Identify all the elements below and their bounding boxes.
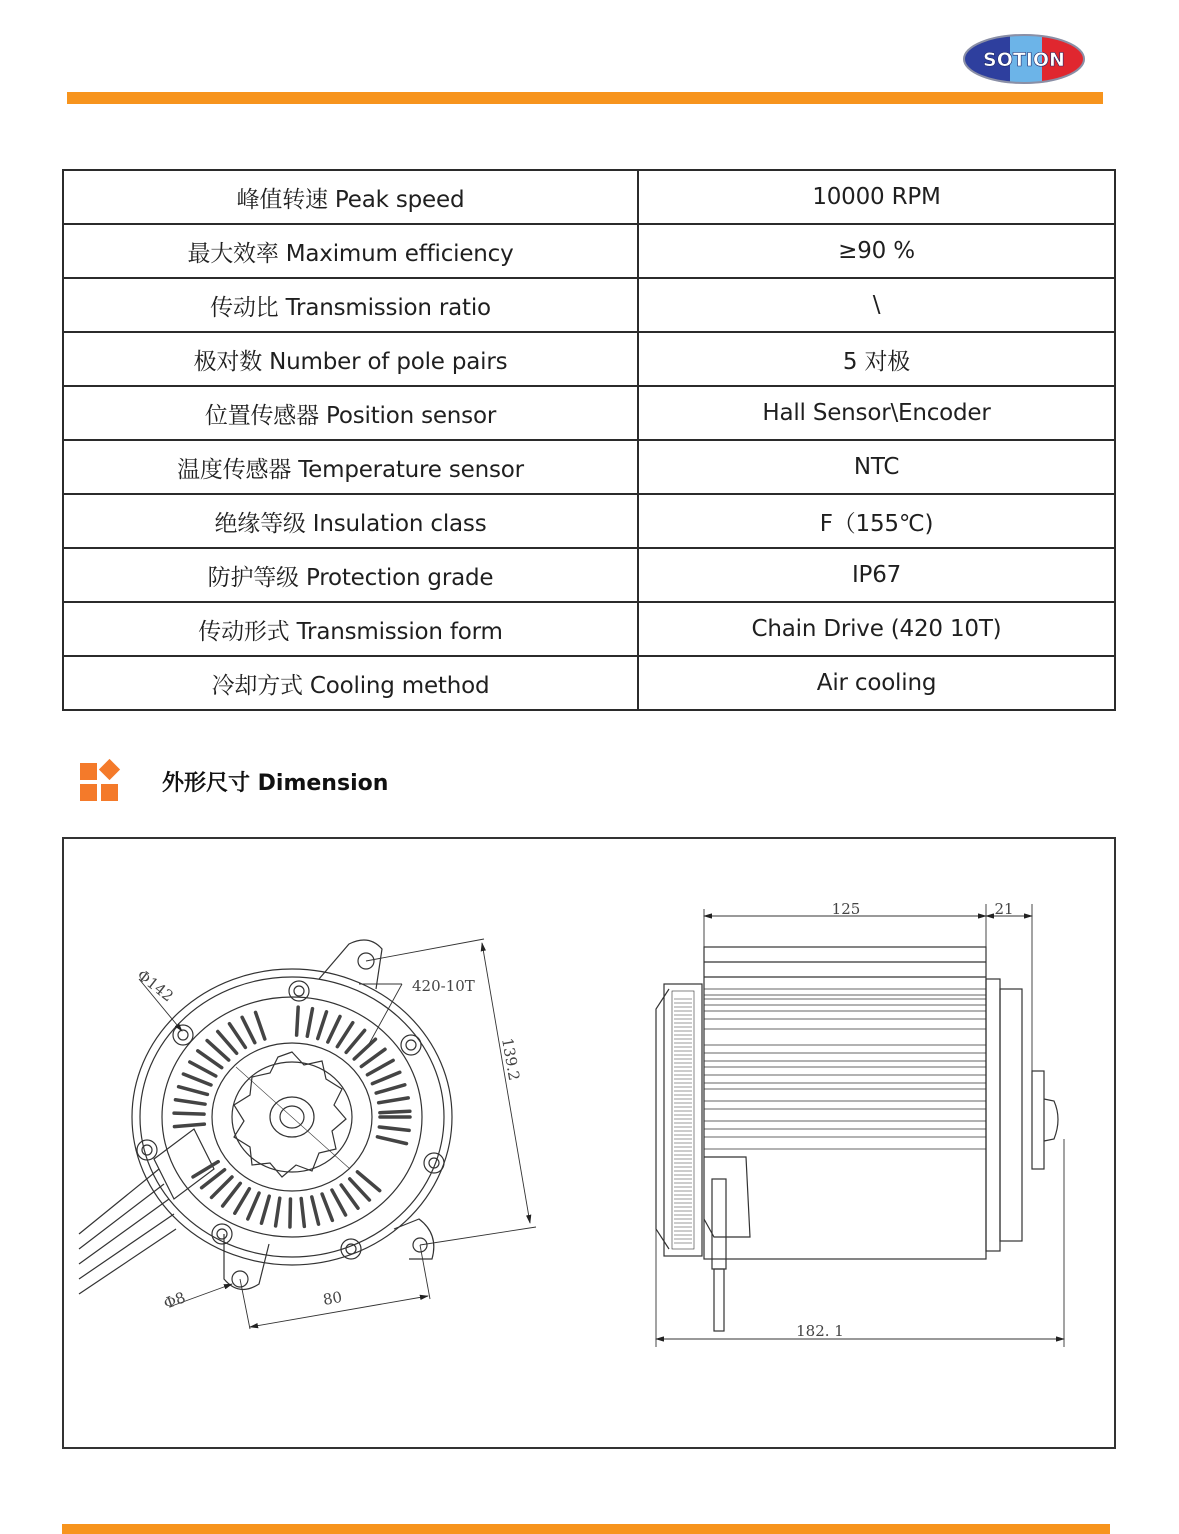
dimension-section-header: [80, 760, 388, 802]
spec-value: ≥90 %: [638, 224, 1115, 278]
spec-row: [63, 332, 1115, 386]
spec-value: \: [638, 278, 1115, 332]
cooling-slot: [229, 1024, 245, 1048]
cooling-slot: [256, 1012, 265, 1039]
spec-row: [63, 386, 1115, 440]
hole-spacing-label: 80: [321, 1287, 344, 1309]
footer-accent-bar: [62, 1524, 1110, 1534]
cooling-slot: [361, 1049, 385, 1066]
cooling-slot: [307, 1009, 312, 1037]
cooling-slot: [223, 1183, 241, 1206]
cooling-slot: [367, 1060, 393, 1074]
cooling-slot: [379, 1127, 409, 1130]
cooling-slot: [322, 1194, 332, 1220]
spec-row: [63, 602, 1115, 656]
cooling-slot: [202, 1170, 225, 1188]
cooling-slot: [350, 1179, 370, 1200]
sprocket-label: 420-10T: [412, 977, 475, 995]
cooling-slot: [332, 1190, 346, 1215]
end-cap-fins: [674, 999, 692, 1243]
dimension-drawing: [62, 837, 1116, 1449]
cooling-slot: [179, 1087, 208, 1095]
side-view: [656, 947, 1058, 1331]
spec-label: 传动形式 Transmission form: [63, 602, 638, 656]
spec-row: [63, 278, 1115, 332]
header-accent-bar: [67, 92, 1103, 104]
cooling-slot: [261, 1196, 269, 1223]
spec-label: 温度传感器 Temperature sensor: [63, 440, 638, 494]
spec-row: [63, 170, 1115, 224]
cooling-slot: [290, 1199, 291, 1227]
spec-value: F（155℃): [638, 494, 1115, 548]
cooling-slot: [301, 1199, 304, 1227]
spec-value: Hall Sensor\Encoder: [638, 386, 1115, 440]
cooling-slot: [207, 1041, 229, 1060]
cooling-slot: [354, 1039, 375, 1059]
shaft-length-label: 21: [994, 900, 1014, 918]
spec-row: [63, 548, 1115, 602]
spec-value: IP67: [638, 548, 1115, 602]
cooling-slot: [276, 1198, 280, 1226]
spec-label: 冷却方式 Cooling method: [63, 656, 638, 710]
spec-table: [62, 169, 1116, 711]
body-fins: [704, 989, 986, 1149]
spec-value: Air cooling: [638, 656, 1115, 710]
cooling-slot: [183, 1074, 211, 1085]
cooling-slot: [357, 1172, 379, 1191]
cooling-slot: [377, 1137, 406, 1144]
spec-label: 最大效率 Maximum efficiency: [63, 224, 638, 278]
body-length-label: 125: [831, 900, 861, 918]
cooling-slot: [235, 1189, 250, 1213]
technical-drawing: [64, 839, 1114, 1447]
cooling-slot: [198, 1051, 222, 1068]
cooling-slot: [212, 1177, 232, 1197]
cooling-slot: [218, 1032, 237, 1054]
spec-row: [63, 224, 1115, 278]
spec-label: 极对数 Number of pole pairs: [63, 332, 638, 386]
spec-label: 防护等级 Protection grade: [63, 548, 638, 602]
spec-row: [63, 656, 1115, 710]
cooling-slot: [248, 1193, 259, 1219]
spec-row: [63, 494, 1115, 548]
cooling-slot: [190, 1062, 216, 1076]
cooling-slot: [346, 1030, 364, 1052]
cooling-slot: [174, 1124, 204, 1126]
cooling-slot: [318, 1012, 327, 1039]
cable-bundle: [79, 1129, 214, 1294]
spec-value: 10000 RPM: [638, 170, 1115, 224]
front-diameter-label: Φ142: [133, 965, 177, 1006]
spec-row: [63, 440, 1115, 494]
cooling-slot: [175, 1100, 205, 1104]
cooling-slot: [312, 1197, 319, 1224]
cooling-slot: [380, 1111, 410, 1112]
cooling-slot: [379, 1098, 409, 1103]
hole-diameter-label: Φ8: [161, 1288, 188, 1313]
cooling-slot: [174, 1113, 204, 1114]
cooling-slot: [341, 1185, 358, 1208]
spec-label: 位置传感器 Position sensor: [63, 386, 638, 440]
spec-label: 峰值转速 Peak speed: [63, 170, 638, 224]
cooling-slot: [242, 1017, 255, 1042]
spec-label: 绝缘等级 Insulation class: [63, 494, 638, 548]
cooling-slot: [372, 1072, 399, 1083]
side-dimensions: [656, 904, 1064, 1347]
sotion-logo: [962, 33, 1086, 85]
cooling-slot: [297, 1007, 299, 1035]
cooling-slot: [376, 1085, 405, 1093]
cooling-slot: [328, 1017, 340, 1043]
svg-text:SOTION: SOTION: [983, 49, 1065, 71]
grid-blocks-icon: [80, 761, 122, 801]
bottom-left-ear: [224, 1234, 269, 1289]
spec-value: NTC: [638, 440, 1115, 494]
spec-value: 5 对极: [638, 332, 1115, 386]
cooling-slot: [337, 1023, 352, 1047]
section-title: 外形尺寸 Dimension: [162, 770, 389, 796]
bottom-right-ear: [394, 1219, 434, 1259]
spec-value: Chain Drive (420 10T): [638, 602, 1115, 656]
spec-label: 传动比 Transmission ratio: [63, 278, 638, 332]
front-height-label: 139.2: [498, 1036, 524, 1082]
overall-length-label: 182. 1: [796, 1322, 844, 1340]
